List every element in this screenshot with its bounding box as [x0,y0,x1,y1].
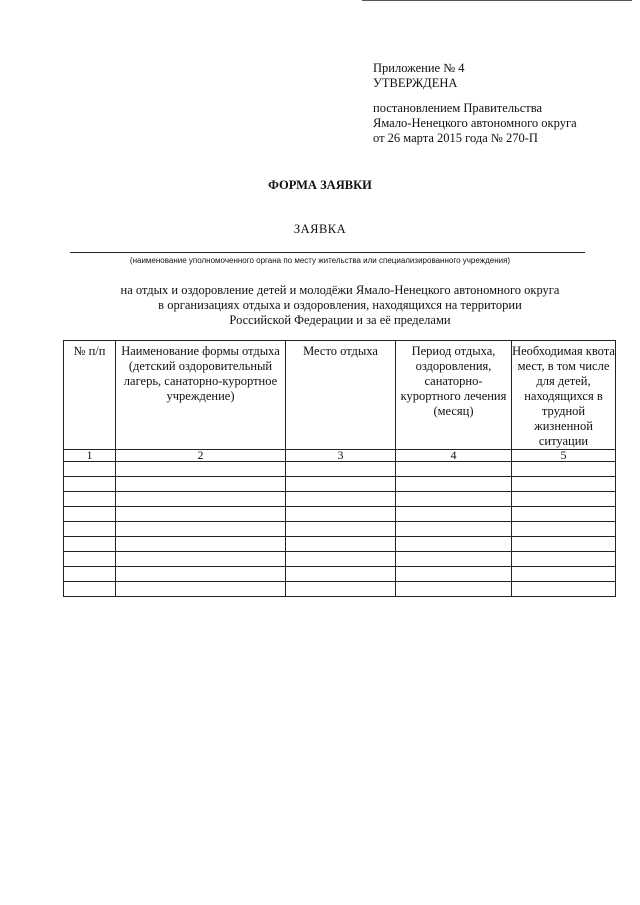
table-cell[interactable] [64,552,116,567]
approved-label: УТВЕРЖДЕНА [373,76,458,90]
table-cell[interactable] [396,567,512,582]
header-recreation-form: Наименование формы отдыха (детский оздоровительный лагерь, санаторно-курортное учреждение) [116,341,286,450]
table-cell[interactable] [512,537,616,552]
decree-line-1: постановлением Правительства [373,101,543,115]
organ-name-caption: (наименование уполномоченного органа по месту жительства или специализированного учреждения) [129,256,511,265]
column-number: 5 [512,450,616,462]
table-cell[interactable] [396,462,512,477]
table-cell[interactable] [396,507,512,522]
application-table [63,340,616,597]
header-period: Период отдыха, оздоровления, санаторно-курортного лечения (месяц) [396,341,512,450]
table-cell[interactable] [286,507,396,522]
table-cell[interactable] [64,507,116,522]
table-row [64,567,616,582]
table-row [64,492,616,507]
column-numbers-row [64,450,616,462]
appendix-number: Приложение № 4 [373,61,465,75]
table-cell[interactable] [64,522,116,537]
table-cell[interactable] [512,462,616,477]
table-cell[interactable] [512,582,616,597]
table-cell[interactable] [64,492,116,507]
table-cell[interactable] [116,507,286,522]
table-cell[interactable] [116,567,286,582]
decree-line-3: от 26 марта 2015 года № 270-П [373,131,538,145]
table-cell[interactable] [396,582,512,597]
table-cell[interactable] [396,492,512,507]
table-cell[interactable] [512,552,616,567]
table-cell[interactable] [396,522,512,537]
header-number: № п/п [64,341,116,450]
table-cell[interactable] [512,522,616,537]
subject-line-2: в организациях отдыха и оздоровления, находящихся на территории [158,298,522,312]
table-row [64,552,616,567]
table-cell[interactable] [64,582,116,597]
table-cell[interactable] [116,477,286,492]
table-cell[interactable] [64,462,116,477]
table-cell[interactable] [116,582,286,597]
decree-line-2: Ямало-Ненецкого автономного округа [373,116,577,130]
column-number: 2 [116,450,286,462]
table-cell[interactable] [396,477,512,492]
table-cell[interactable] [116,552,286,567]
subject-line-1: на отдых и оздоровление детей и молодёжи Ямало-Ненецкого автономного округа [120,283,560,297]
table-cell[interactable] [116,522,286,537]
table-cell[interactable] [512,567,616,582]
organ-name-line [70,252,585,253]
column-number: 1 [64,450,116,462]
header-place: Место отдыха [286,341,396,450]
table-row [64,537,616,552]
approval-block [373,61,623,146]
column-number: 3 [286,450,396,462]
table-row [64,522,616,537]
application-subject [0,283,640,328]
document-title: ЗАЯВКА [293,222,347,236]
table-row [64,462,616,477]
table-cell[interactable] [286,492,396,507]
table-row [64,477,616,492]
table-cell[interactable] [286,537,396,552]
table-cell[interactable] [116,462,286,477]
table-cell[interactable] [286,567,396,582]
table-cell[interactable] [512,492,616,507]
table-cell[interactable] [286,582,396,597]
scan-edge-line [362,0,632,1]
table-cell[interactable] [116,492,286,507]
table-cell[interactable] [64,567,116,582]
table-cell[interactable] [286,462,396,477]
table-cell[interactable] [512,477,616,492]
table-cell[interactable] [396,552,512,567]
form-title: ФОРМА ЗАЯВКИ [268,178,372,192]
table-row [64,507,616,522]
table-row [64,582,616,597]
header-quota: Необходимая квота мест, в том числе для детей, находящихся в трудной жизненной ситуации [512,341,616,450]
table-cell[interactable] [64,537,116,552]
table-cell[interactable] [286,522,396,537]
table-cell[interactable] [286,477,396,492]
table-cell[interactable] [396,537,512,552]
table-cell[interactable] [116,537,286,552]
column-number: 4 [396,450,512,462]
subject-line-3: Российской Федерации и за её пределами [229,313,451,327]
table-cell[interactable] [64,477,116,492]
table-cell[interactable] [286,552,396,567]
table-cell[interactable] [512,507,616,522]
